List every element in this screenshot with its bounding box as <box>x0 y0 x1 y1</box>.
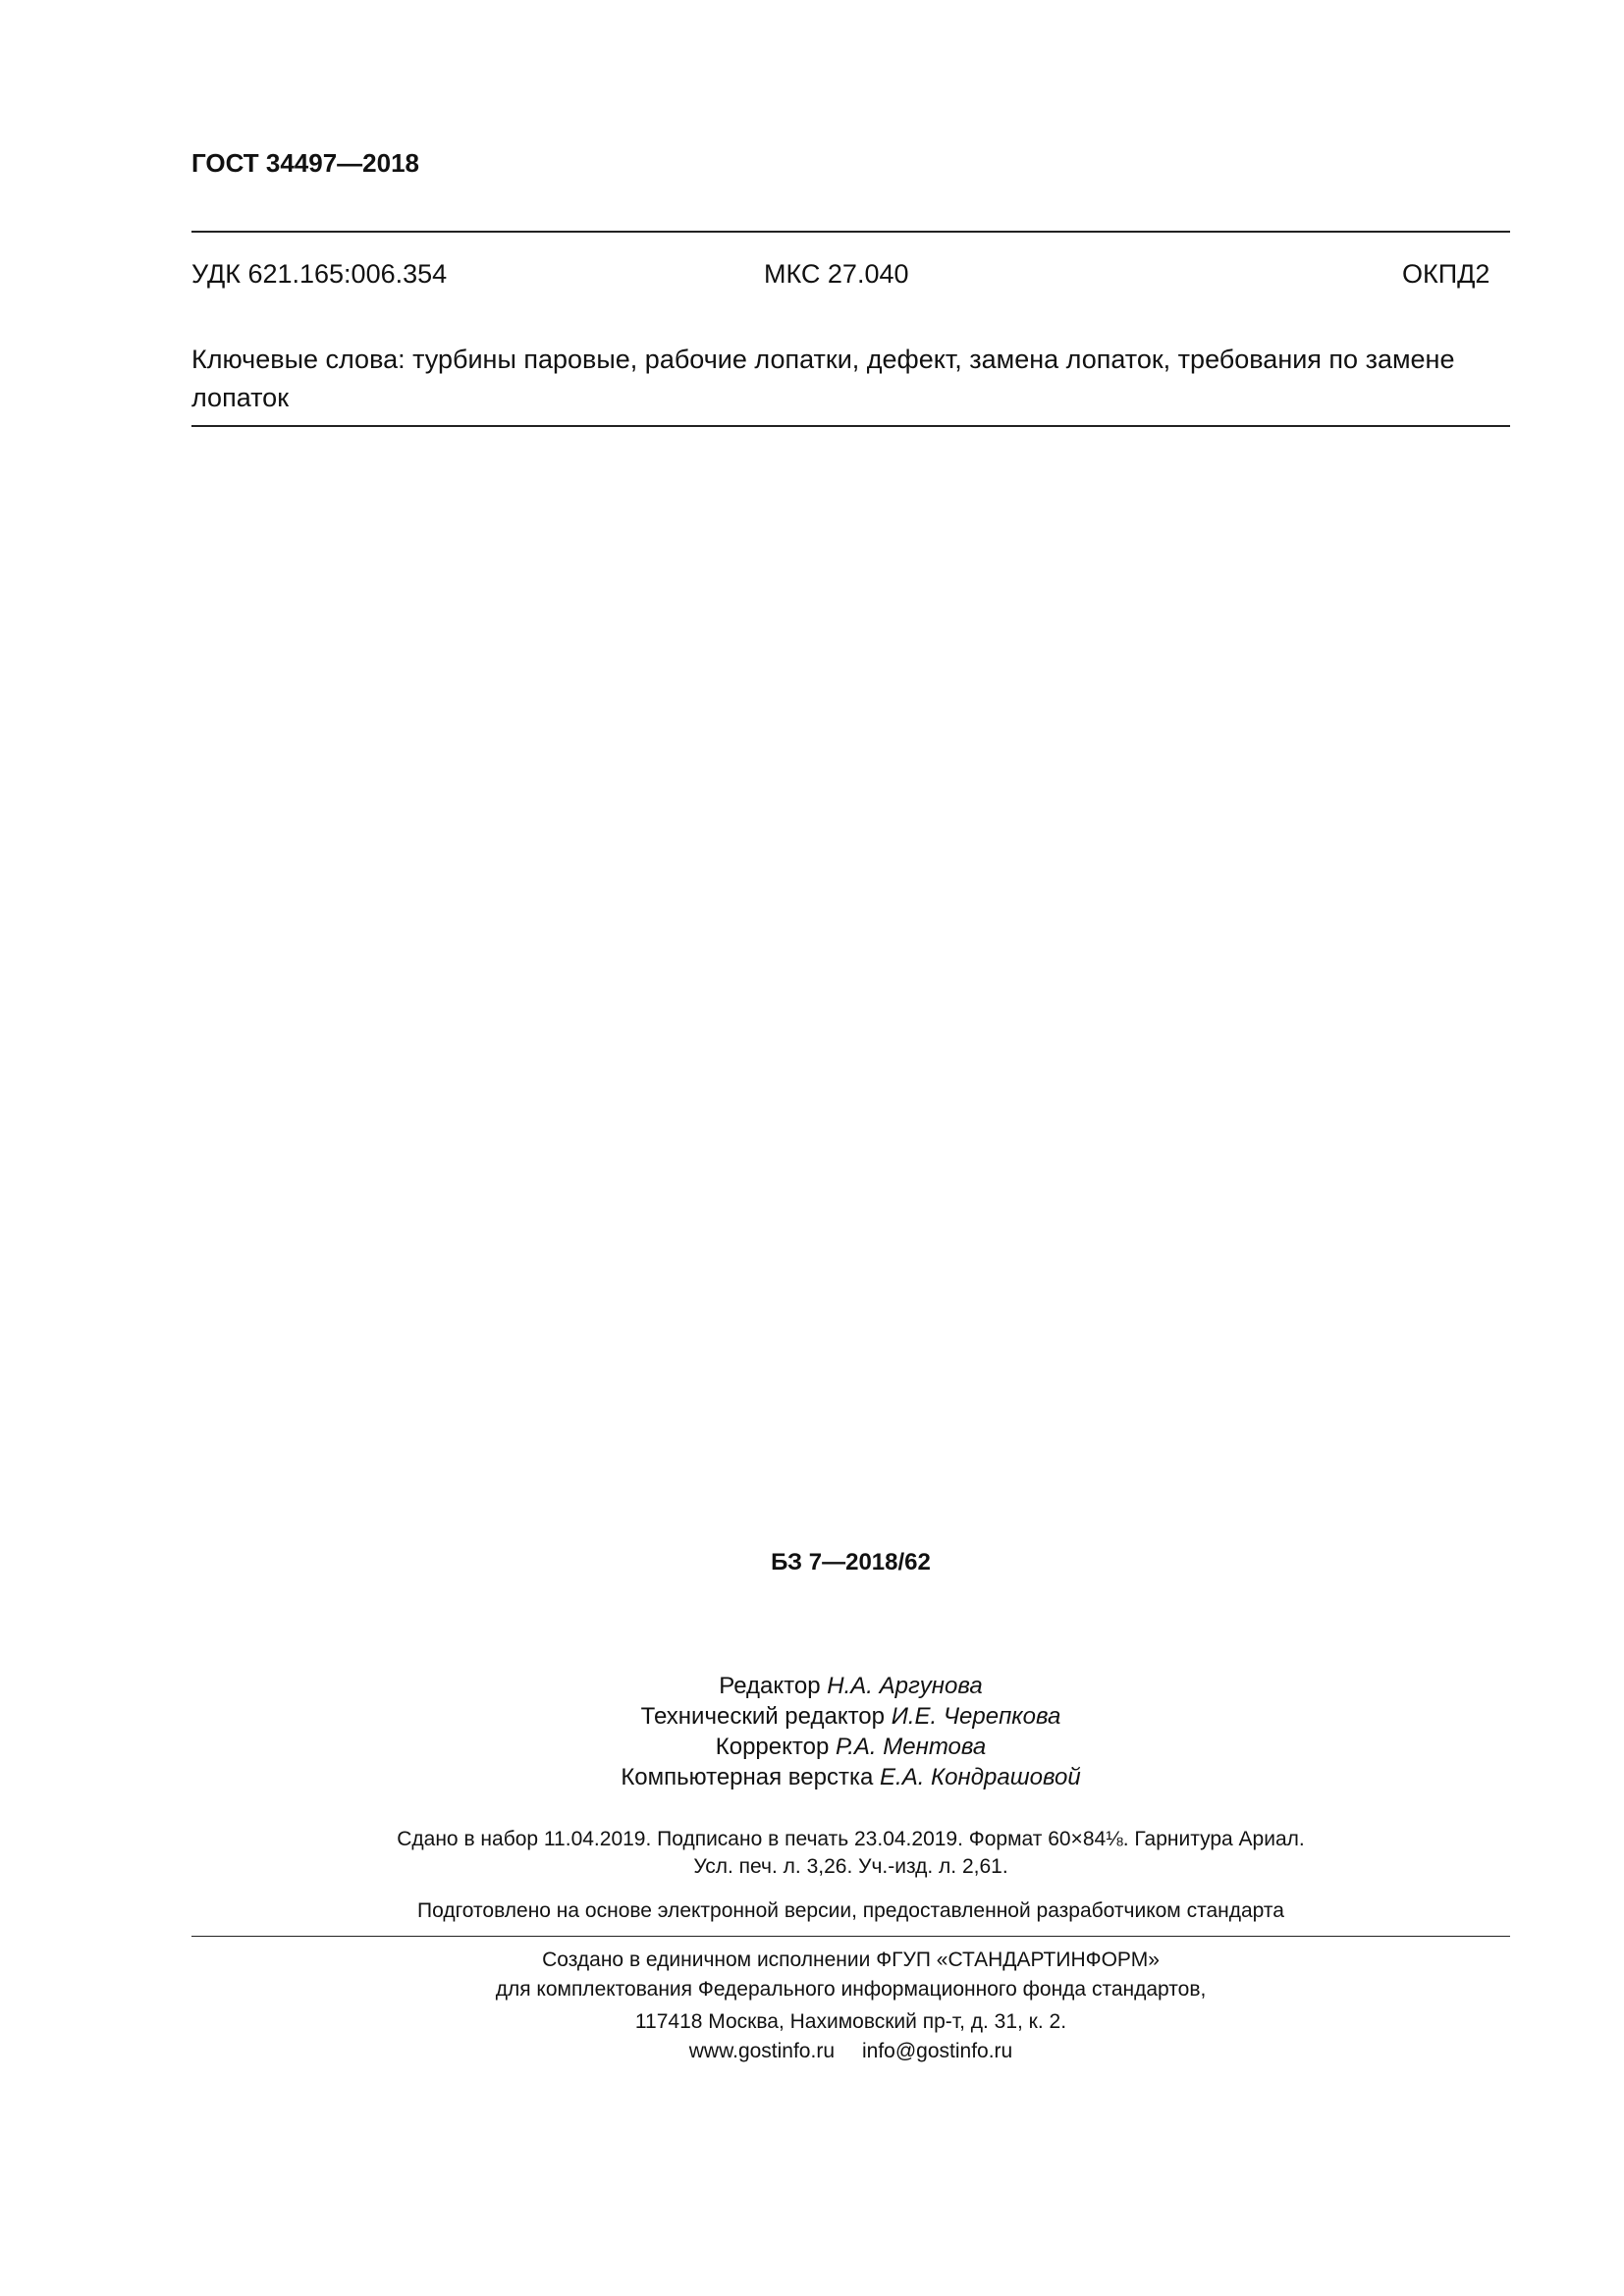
okpd-code: ОКПД2 <box>1402 259 1490 289</box>
print-line-1: Сдано в набор 11.04.2019. Подписано в печать 23.04.2019. Формат 60×84⅛. Гарнитура Ариал. <box>397 1828 1305 1850</box>
staff-name: Е.А. Кондрашовой <box>880 1764 1081 1790</box>
mks-code: МКС 27.040 <box>764 259 909 289</box>
staff-role: Компьютерная верстка <box>621 1764 874 1790</box>
staff-role: Технический редактор <box>640 1703 886 1730</box>
website-link[interactable]: www.gostinfo.ru <box>688 2040 835 2062</box>
imprint-divider <box>191 1936 1510 1937</box>
staff-role: Корректор <box>715 1734 830 1760</box>
created-line-2: для комплектования Федерального информационного фонда стандартов, <box>495 1978 1207 2001</box>
standard-code: ГОСТ 34497—2018 <box>191 148 419 178</box>
staff-name: Р.А. Ментова <box>835 1734 987 1760</box>
staff-name: Н.А. Аргунова <box>827 1673 983 1699</box>
staff-list <box>191 1671 1510 1792</box>
udk-code: УДК 621.165:006.354 <box>191 259 448 289</box>
top-divider <box>191 231 1510 233</box>
staff-layout <box>191 1762 1510 1792</box>
keywords: Ключевые слова: турбины паровые, рабочие лопатки, дефект, замена лопаток, требования по замене лопаток <box>191 345 1455 412</box>
email-link[interactable]: info@gostinfo.ru <box>862 2040 1013 2062</box>
print-info <box>191 1826 1510 1881</box>
staff-name: И.Е. Черепкова <box>891 1703 1061 1730</box>
keywords-divider <box>191 425 1510 427</box>
print-line-2: Усл. печ. л. 3,26. Уч.-изд. л. 2,61. <box>693 1855 1008 1878</box>
staff-tech-editor <box>191 1701 1510 1732</box>
staff-editor <box>191 1671 1510 1701</box>
staff-role: Редактор <box>719 1673 821 1699</box>
bz-number: БЗ 7—2018/62 <box>771 1549 931 1575</box>
contact-line <box>191 2037 1510 2066</box>
address-line: 117418 Москва, Нахимовский пр-т, д. 31, к. 2. <box>634 2010 1067 2033</box>
prepared-note: Подготовлено на основе электронной версии, предоставленной разработчиком стандарта <box>417 1899 1284 1922</box>
staff-corrector <box>191 1732 1510 1762</box>
publisher-address <box>191 2007 1510 2066</box>
created-line-1: Создано в единичном исполнении ФГУП «СТАНДАРТИНФОРМ» <box>542 1949 1160 1971</box>
created-note <box>191 1946 1510 2004</box>
